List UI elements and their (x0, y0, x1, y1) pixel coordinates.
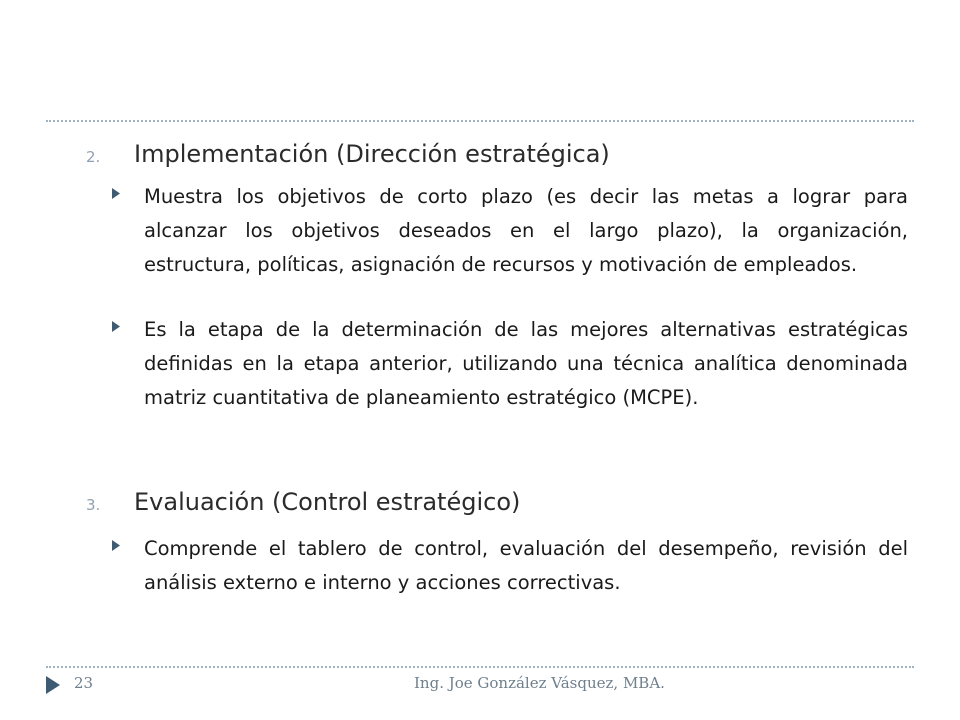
bullet-item (112, 532, 908, 600)
bullet-item (112, 180, 908, 282)
bullet-item (112, 313, 908, 415)
footer-marker-icon (46, 676, 60, 698)
triangle-bullet-icon (112, 313, 144, 332)
section-heading-implementation (86, 140, 610, 168)
bullet-text: Muestra los objetivos de corto plazo (es decir las metas a lograr para alcanzar los objetivos deseados en el largo plazo), la organización, estructura, políticas, asignación de recursos y motivación de empleados. (144, 185, 908, 276)
section-heading-evaluation (86, 488, 520, 516)
section-number: 2. (86, 148, 101, 166)
section-title: Implementación (Dirección estratégica) (134, 140, 610, 168)
footer-author: Ing. Joe González Vásquez, MBA. (414, 674, 665, 692)
section-number: 3. (86, 496, 101, 514)
triangle-bullet-icon (112, 532, 144, 551)
bullet-text: Es la etapa de la determinación de las mejores alternativas estratégicas definidas en la etapa anterior, utilizando una técnica analítica denominada matriz cuantitativa de planeamiento estratégico (MCPE). (144, 318, 908, 409)
bullet-text: Comprende el tablero de control, evaluación del desempeño, revisión del análisis externo e interno y acciones correctivas. (144, 537, 908, 594)
bottom-divider (46, 666, 914, 668)
page-number: 23 (74, 674, 94, 692)
triangle-bullet-icon (112, 180, 144, 199)
section-title: Evaluación (Control estratégico) (134, 488, 521, 516)
